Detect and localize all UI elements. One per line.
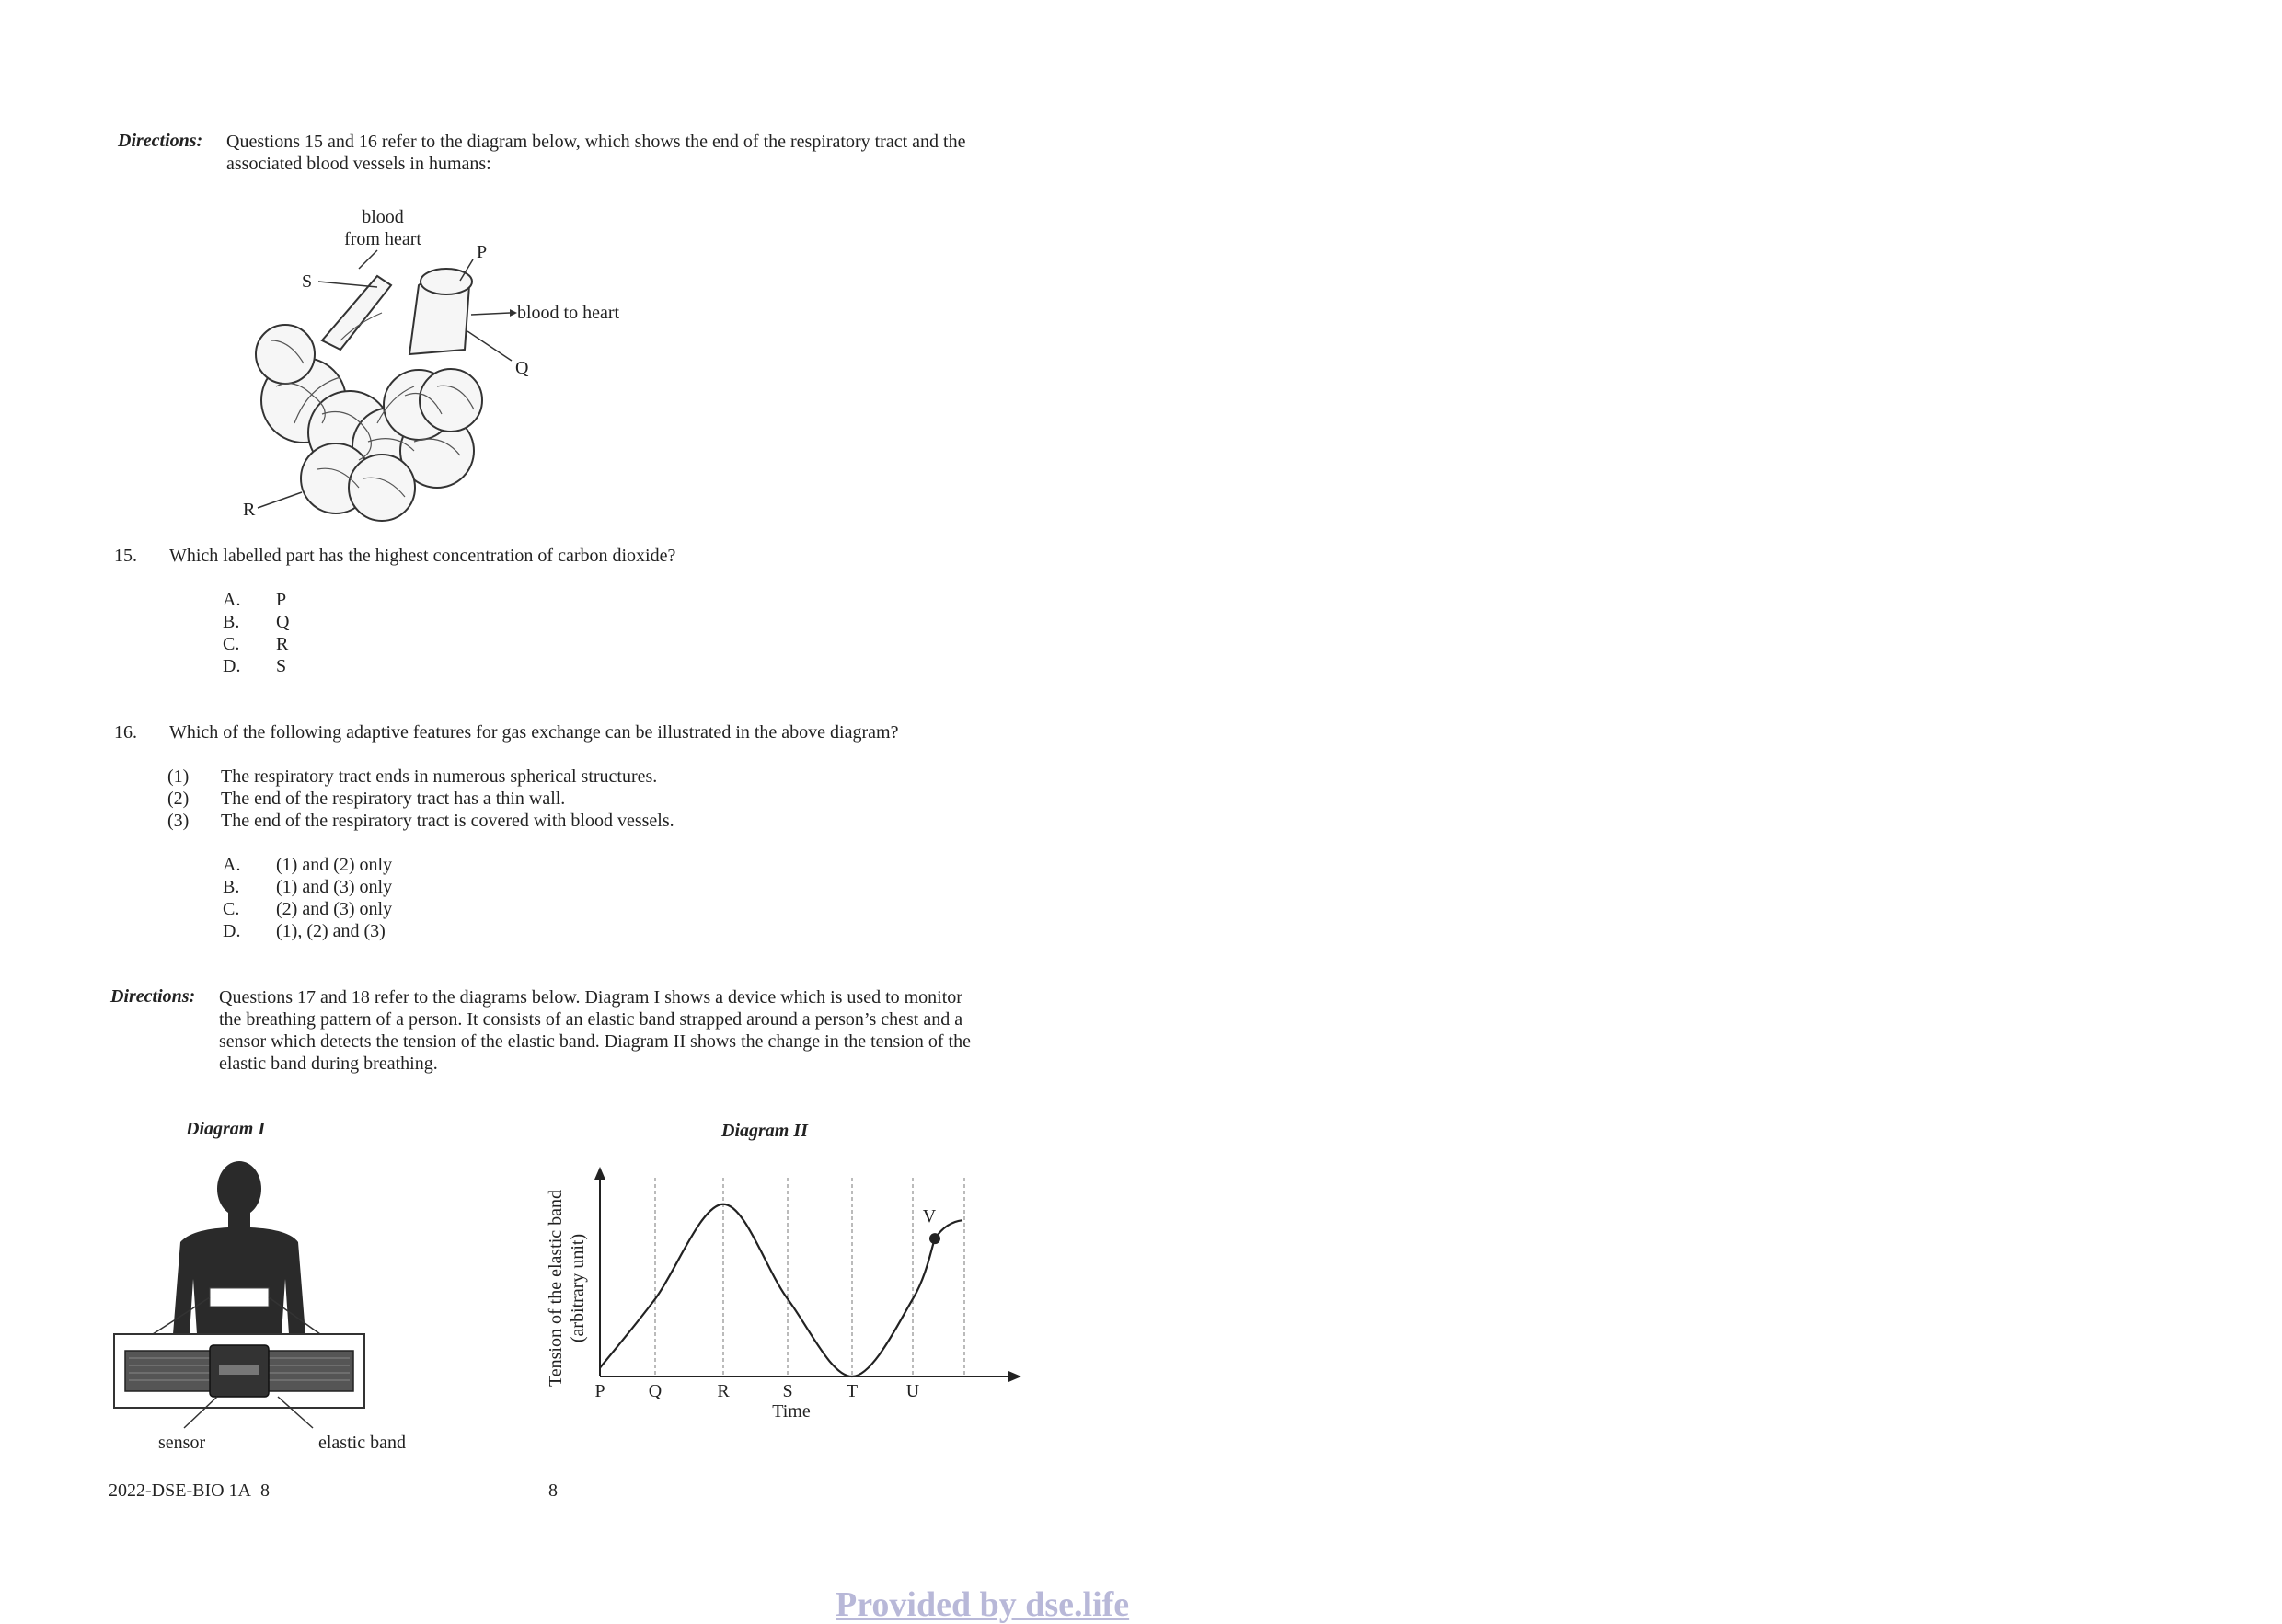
x-tick-q: Q — [648, 1381, 663, 1401]
x-tick-p: P — [594, 1381, 605, 1401]
point-v-marker — [929, 1233, 940, 1244]
diagram-2-title: Diagram II — [721, 1121, 808, 1141]
y-axis-label-line-1: Tension of the elastic band — [546, 1189, 566, 1388]
q15-option-b[interactable]: B. Q — [223, 612, 290, 632]
q16-number: 16. — [114, 722, 137, 743]
q16-option-c[interactable]: C. (2) and (3) only — [223, 899, 393, 919]
q16-statement-2: (2) The end of the respiratory tract has a thin wall. — [167, 789, 566, 809]
x-axis-label: Time — [772, 1401, 811, 1422]
q16-option-b[interactable]: B. (1) and (3) only — [223, 877, 393, 897]
directions-2-label: Directions: — [110, 986, 196, 1007]
label-blood-from-heart-1: blood — [362, 207, 404, 227]
q15-number: 15. — [114, 546, 137, 566]
diagram-1-title: Diagram I — [186, 1119, 266, 1139]
label-q: Q — [515, 358, 529, 378]
label-s: S — [302, 271, 313, 292]
q16-statement-3: (3) The end of the respiratory tract is covered with blood vessels. — [167, 811, 674, 831]
diagram-1-figure — [109, 1150, 421, 1445]
x-tick-s: S — [782, 1381, 793, 1401]
y-axis-label-line-2: (arbitrary unit) — [568, 1233, 588, 1343]
y-axis-arrow — [594, 1167, 605, 1180]
q16-option-d[interactable]: D. (1), (2) and (3) — [223, 921, 386, 941]
directions-label: Directions: — [118, 131, 203, 151]
q16-statement-1: (1) The respiratory tract ends in numerous spherical structures. — [167, 766, 658, 787]
q16-statements — [167, 766, 674, 832]
label-blood-to-heart: blood to heart — [517, 303, 620, 323]
footer-page-number: 8 — [548, 1480, 558, 1501]
diagram-2-chart — [534, 1150, 1031, 1435]
q16-option-a[interactable]: A. (1) and (2) only — [223, 855, 393, 875]
label-elastic-band: elastic band — [318, 1433, 406, 1453]
x-tick-t: T — [846, 1381, 859, 1401]
q15-options — [223, 589, 289, 677]
q15-option-c[interactable]: C. R — [223, 634, 289, 654]
label-r: R — [243, 500, 256, 520]
point-v-label: V — [922, 1206, 937, 1227]
provided-by-link[interactable]: Provided by dse.life — [836, 1585, 1130, 1624]
q15-text: Which labelled part has the highest concentration of carbon dioxide? — [169, 546, 676, 566]
alveoli-diagram — [230, 202, 672, 534]
label-p: P — [477, 242, 488, 262]
x-tick-r: R — [717, 1381, 730, 1401]
directions-2-text: Questions 17 and 18 refer to the diagrams below. Diagram I shows a device which is used to monitor the breathing pattern of a person. It consists of an elastic band strapped around a person’s chest and a sensor which detects the tension of the elastic band. Diagram II shows the change in the tension of the elastic band during breathing. — [219, 987, 971, 1074]
q15-option-a[interactable]: A. P — [223, 590, 287, 610]
label-blood-from-heart-2: from heart — [344, 229, 421, 249]
q16-options — [223, 854, 392, 942]
x-axis-arrow — [1008, 1371, 1021, 1382]
directions-text: Questions 15 and 16 refer to the diagram below, which shows the end of the respiratory tract and the associated blood vessels in humans: — [226, 132, 966, 174]
label-sensor: sensor — [158, 1433, 206, 1453]
x-tick-u: U — [905, 1381, 920, 1401]
q16-text: Which of the following adaptive features for gas exchange can be illustrated in the above diagram? — [169, 722, 899, 743]
q15-option-d[interactable]: D. S — [223, 656, 287, 676]
tension-curve — [600, 1204, 962, 1376]
footer-code: 2022-DSE-BIO 1A–8 — [109, 1480, 270, 1501]
